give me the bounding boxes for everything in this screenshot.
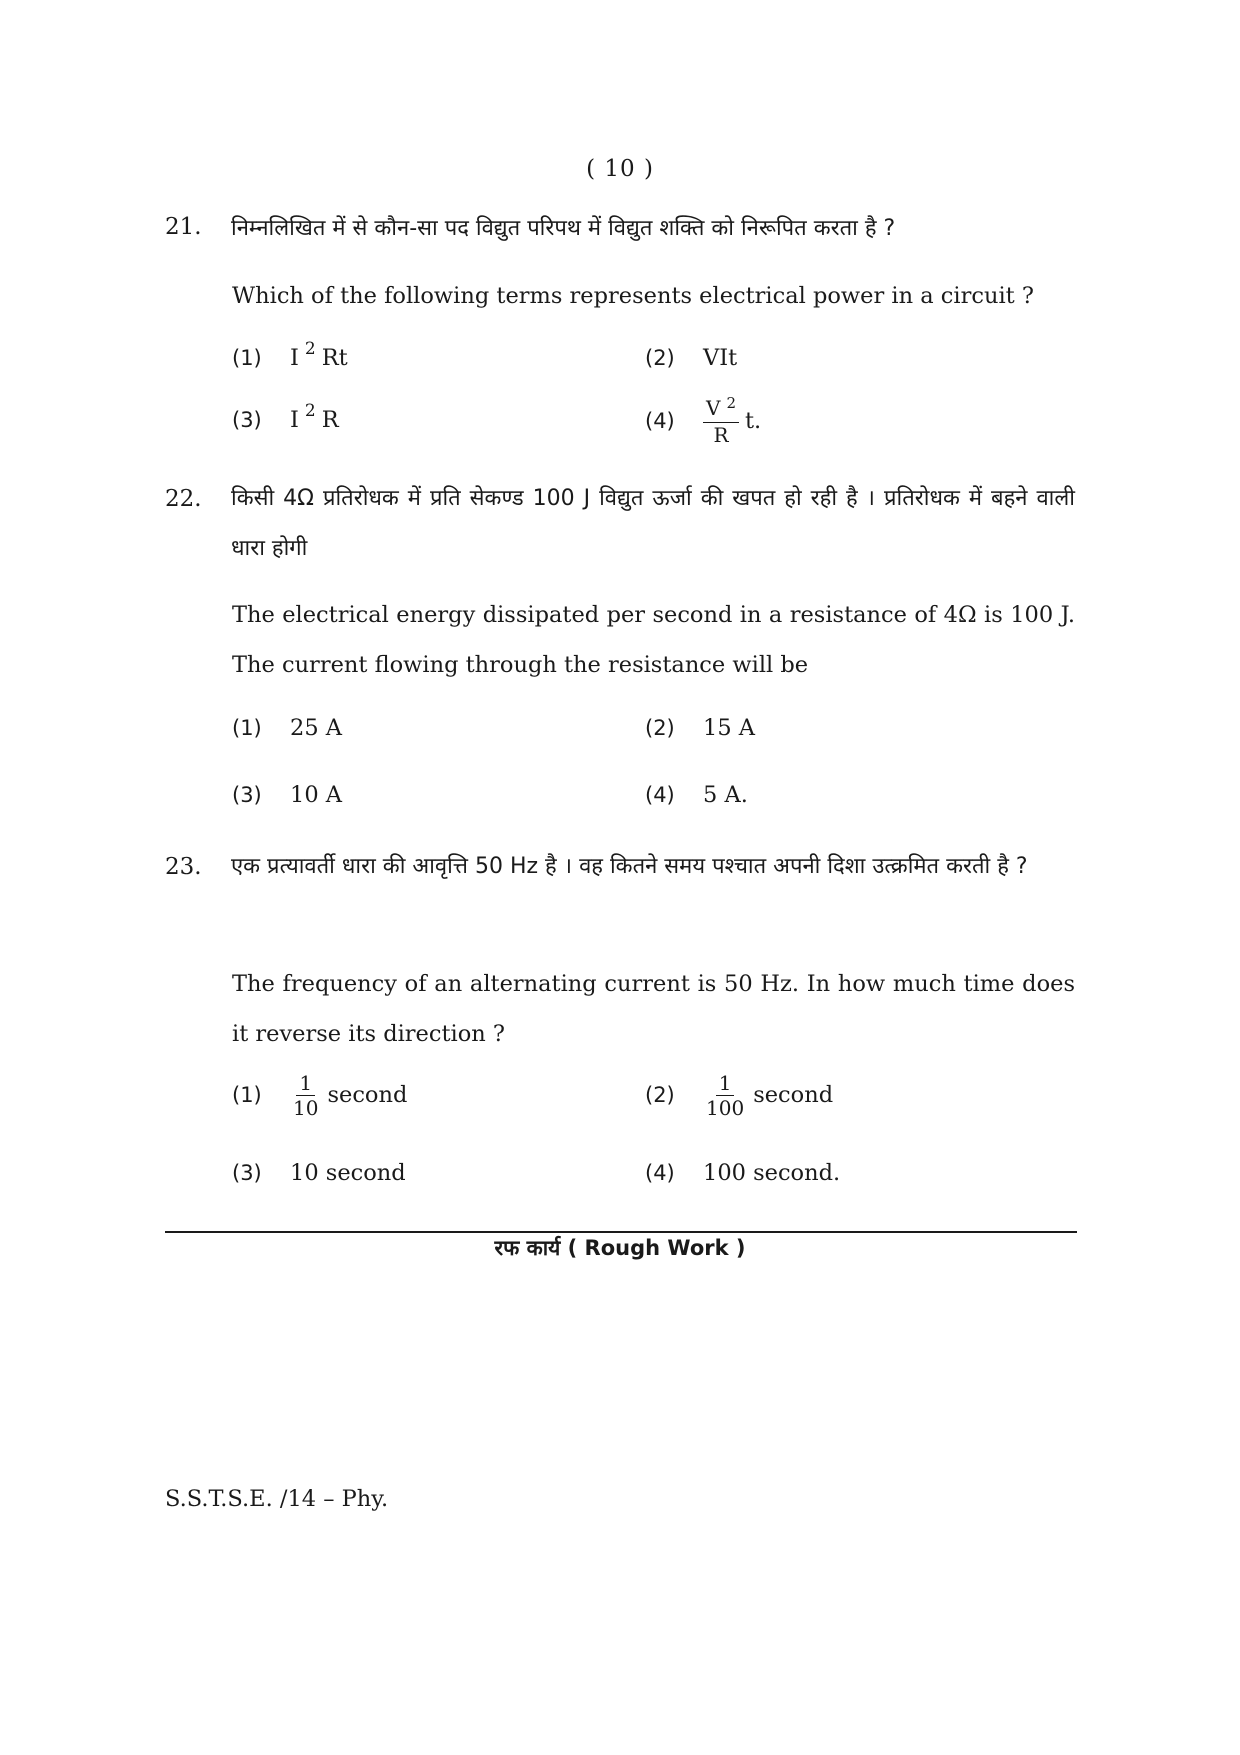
option-label: (1)	[232, 346, 262, 370]
question-text-english: Which of the following terms represents electrical power in a circuit ?	[232, 283, 1034, 309]
option-3	[232, 400, 339, 440]
numerator-superscript: 2	[726, 393, 736, 412]
option-1	[232, 708, 342, 748]
option-label: (4)	[645, 1161, 675, 1185]
option-label: (3)	[232, 783, 262, 807]
option-text: 15 A	[703, 715, 756, 741]
option-2	[645, 708, 755, 748]
option-label: (2)	[645, 1083, 675, 1107]
option-2	[645, 338, 737, 378]
option-label: (3)	[232, 1161, 262, 1185]
option-base: I	[290, 345, 299, 371]
option-rest: R	[321, 407, 339, 433]
option-superscript: 2	[304, 401, 316, 421]
option-superscript: 2	[304, 339, 316, 359]
fraction-denominator: 100	[706, 1095, 745, 1120]
option-label: (1)	[232, 1083, 262, 1107]
fraction	[703, 393, 739, 447]
question-number: 23.	[165, 854, 202, 880]
rough-work-heading: रफ कार्य ( Rough Work )	[494, 1236, 746, 1260]
option-text: 10 second	[290, 1160, 406, 1186]
fraction	[703, 1072, 747, 1119]
option-text: 100 second.	[703, 1160, 841, 1186]
option-rest: Rt	[321, 345, 348, 371]
option-label: (2)	[645, 716, 675, 740]
option-4	[645, 1153, 840, 1193]
option-text: 5 A.	[703, 782, 748, 808]
footer-code: S.S.T.S.E. /14 – Phy.	[165, 1486, 389, 1512]
question-text-english: The frequency of an alternating current is 50 Hz. In how much time does it reverse its direction ?	[232, 971, 1075, 1047]
option-4	[645, 393, 762, 447]
option-label: (2)	[645, 346, 675, 370]
question-number: 21.	[165, 214, 202, 240]
option-rest: second	[753, 1082, 834, 1108]
option-3	[232, 1153, 406, 1193]
option-label: (4)	[645, 783, 675, 807]
question-number: 22.	[165, 486, 202, 512]
option-label: (4)	[645, 409, 675, 433]
fraction-numerator: V $^2$	[703, 397, 739, 423]
option-rest: t.	[745, 408, 762, 434]
fraction-numerator: 1	[296, 1072, 315, 1096]
option-text: VIt	[703, 345, 738, 371]
fraction-numerator: 1	[716, 1072, 735, 1096]
option-3	[232, 775, 342, 815]
option-2	[645, 1066, 833, 1124]
question-text-hindi: किसी 4Ω प्रतिरोधक में प्रति सेकण्ड 100 J विद्युत ऊर्जा की खपत हो रही है । प्रतिरोधक में बहने वाली धारा होगी	[231, 486, 1075, 561]
option-4	[645, 775, 748, 815]
option-1	[232, 1066, 407, 1124]
fraction	[290, 1072, 321, 1119]
fraction-denominator: 10	[293, 1095, 319, 1120]
option-base: I	[290, 407, 299, 433]
fraction-denominator: R	[713, 422, 729, 447]
option-1	[232, 338, 348, 378]
question-text-hindi: निम्नलिखित में से कौन-सा पद विद्युत परिपथ में विद्युत शक्ति को निरूपित करता है ?	[231, 216, 896, 241]
question-text-english: The electrical energy dissipated per second in a resistance of 4Ω is 100 J. The current flowing through the resistance will be	[232, 602, 1075, 678]
option-text: 10 A	[290, 782, 343, 808]
option-rest: second	[327, 1082, 408, 1108]
option-text: 25 A	[290, 715, 343, 741]
option-label: (1)	[232, 716, 262, 740]
page-number: ( 10 )	[586, 156, 654, 182]
question-text-hindi: एक प्रत्यावर्ती धारा की आवृत्ति 50 Hz है । वह कितने समय पश्चात अपनी दिशा उत्क्रमित करती है ?	[231, 854, 1028, 879]
option-label: (3)	[232, 408, 262, 432]
divider-line	[165, 1231, 1077, 1233]
